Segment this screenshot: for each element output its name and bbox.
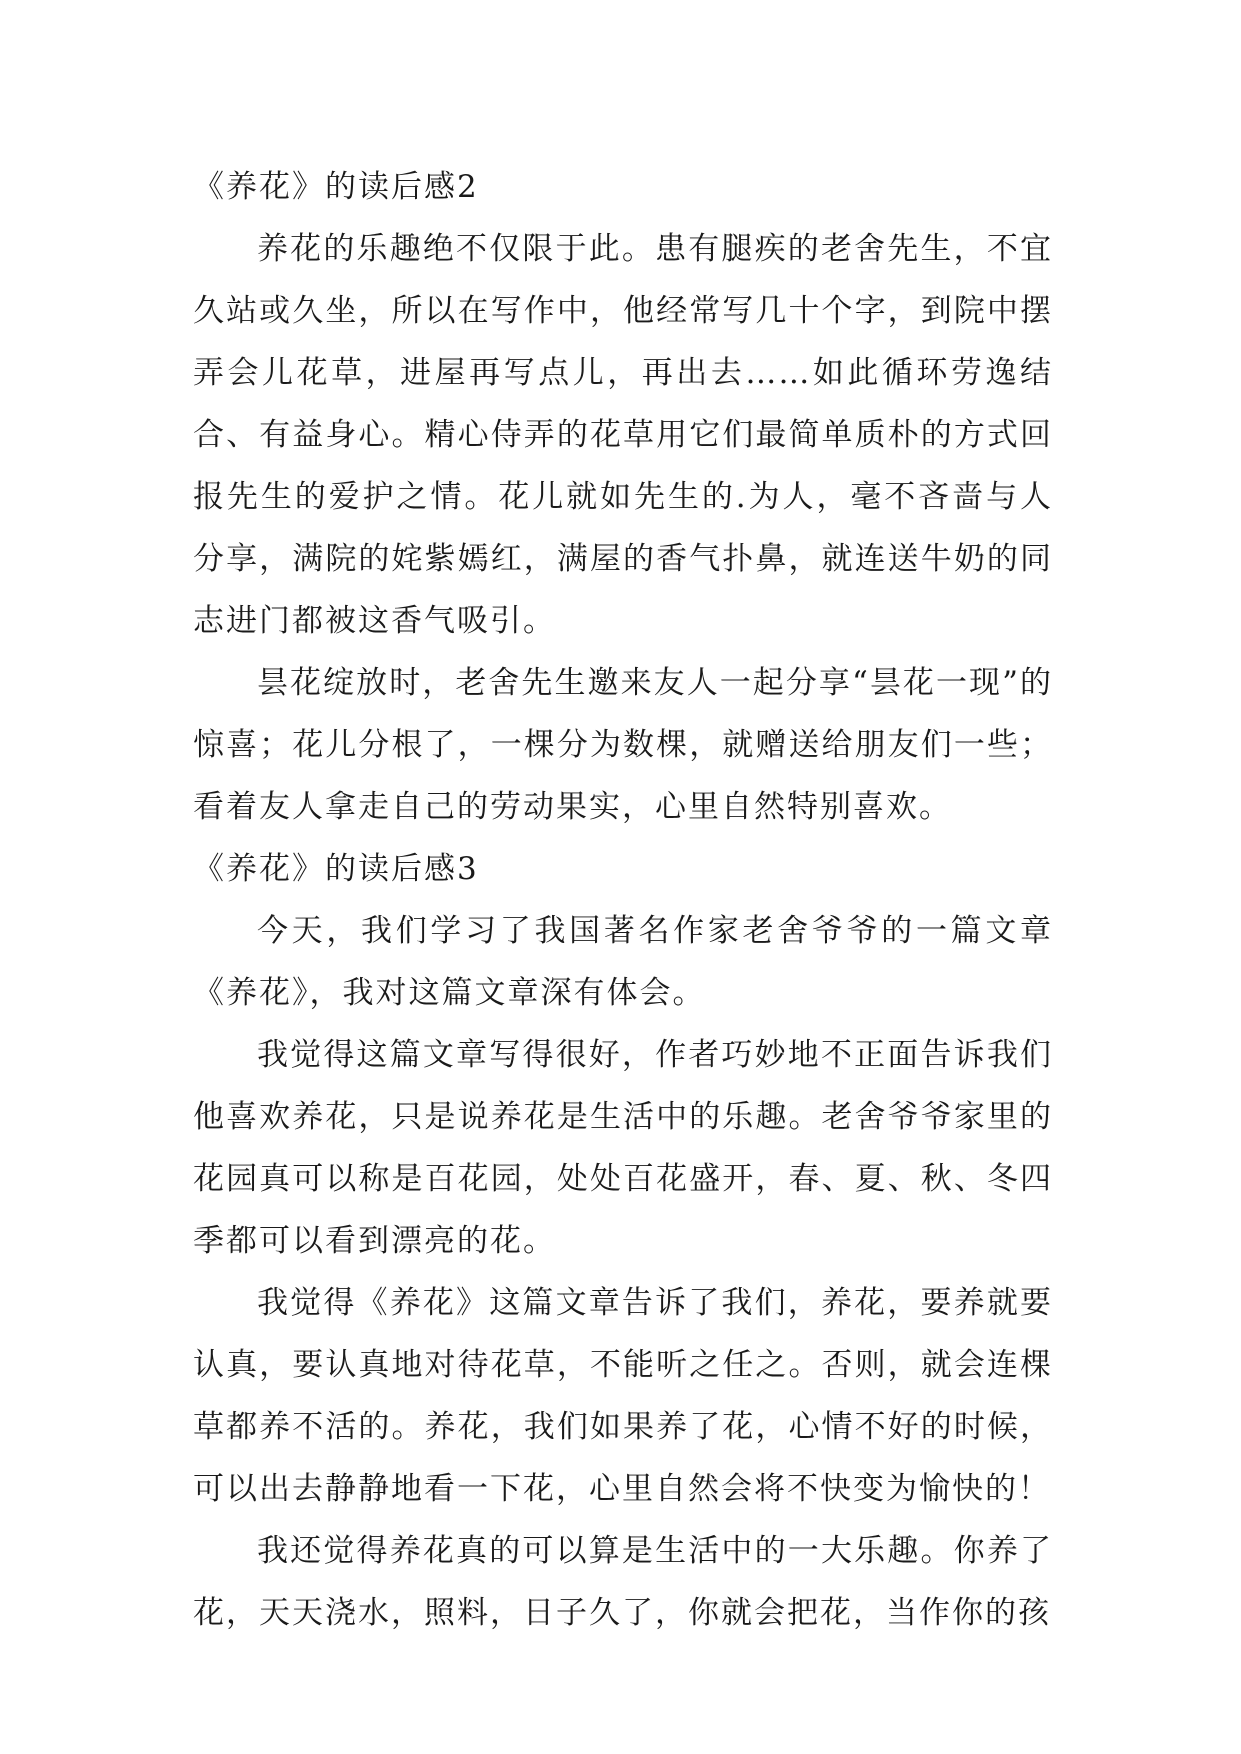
section-2-heading: 《养花》的读后感2 [193, 169, 479, 205]
section-2-paragraph-1: 养花的乐趣绝不仅限于此。患有腿疾的老舍先生，不宜久站或久坐，所以在写作中，他经常写几十个字，到院中摆弄会儿花草，进屋再写点儿，再出去……如此循环劳逸结合、有益身心。精心侍弄的花草用它们最简单质朴的方式回报先生的爱护之情。花儿就如先生的.为人，毫不吝啬与人分享，满院的姹紫嫣红，满屋的香气扑鼻，就连送牛奶的同志进门都被这香气吸引。 [193, 231, 1053, 639]
section-3-paragraph-2: 我觉得这篇文章写得很好，作者巧妙地不正面告诉我们他喜欢养花，只是说养花是生活中的乐趣。老舍爷爷家里的花园真可以称是百花园，处处百花盛开，春、夏、秋、冬四季都可以看到漂亮的花。 [193, 1037, 1053, 1259]
section-3-heading: 《养花》的读后感3 [193, 851, 479, 887]
section-3-paragraph-4: 我还觉得养花真的可以算是生活中的一大乐趣。你养了花，天天浇水，照料，日子久了，你就会把花，当作你的孩 [193, 1533, 1053, 1631]
document-body [193, 156, 1053, 1644]
section-3-paragraph-1: 今天，我们学习了我国著名作家老舍爷爷的一篇文章《养花》，我对这篇文章深有体会。 [193, 913, 1053, 1011]
section-2-paragraph-2: 昙花绽放时，老舍先生邀来友人一起分享“昙花一现”的惊喜；花儿分根了，一棵分为数棵，就赠送给朋友们一些；看着友人拿走自己的劳动果实，心里自然特别喜欢。 [193, 665, 1053, 825]
section-3-paragraph-3: 我觉得《养花》这篇文章告诉了我们，养花，要养就要认真，要认真地对待花草，不能听之任之。否则，就会连棵草都养不活的。养花，我们如果养了花，心情不好的时候，可以出去静静地看一下花，心里自然会将不快变为愉快的！ [193, 1285, 1053, 1507]
